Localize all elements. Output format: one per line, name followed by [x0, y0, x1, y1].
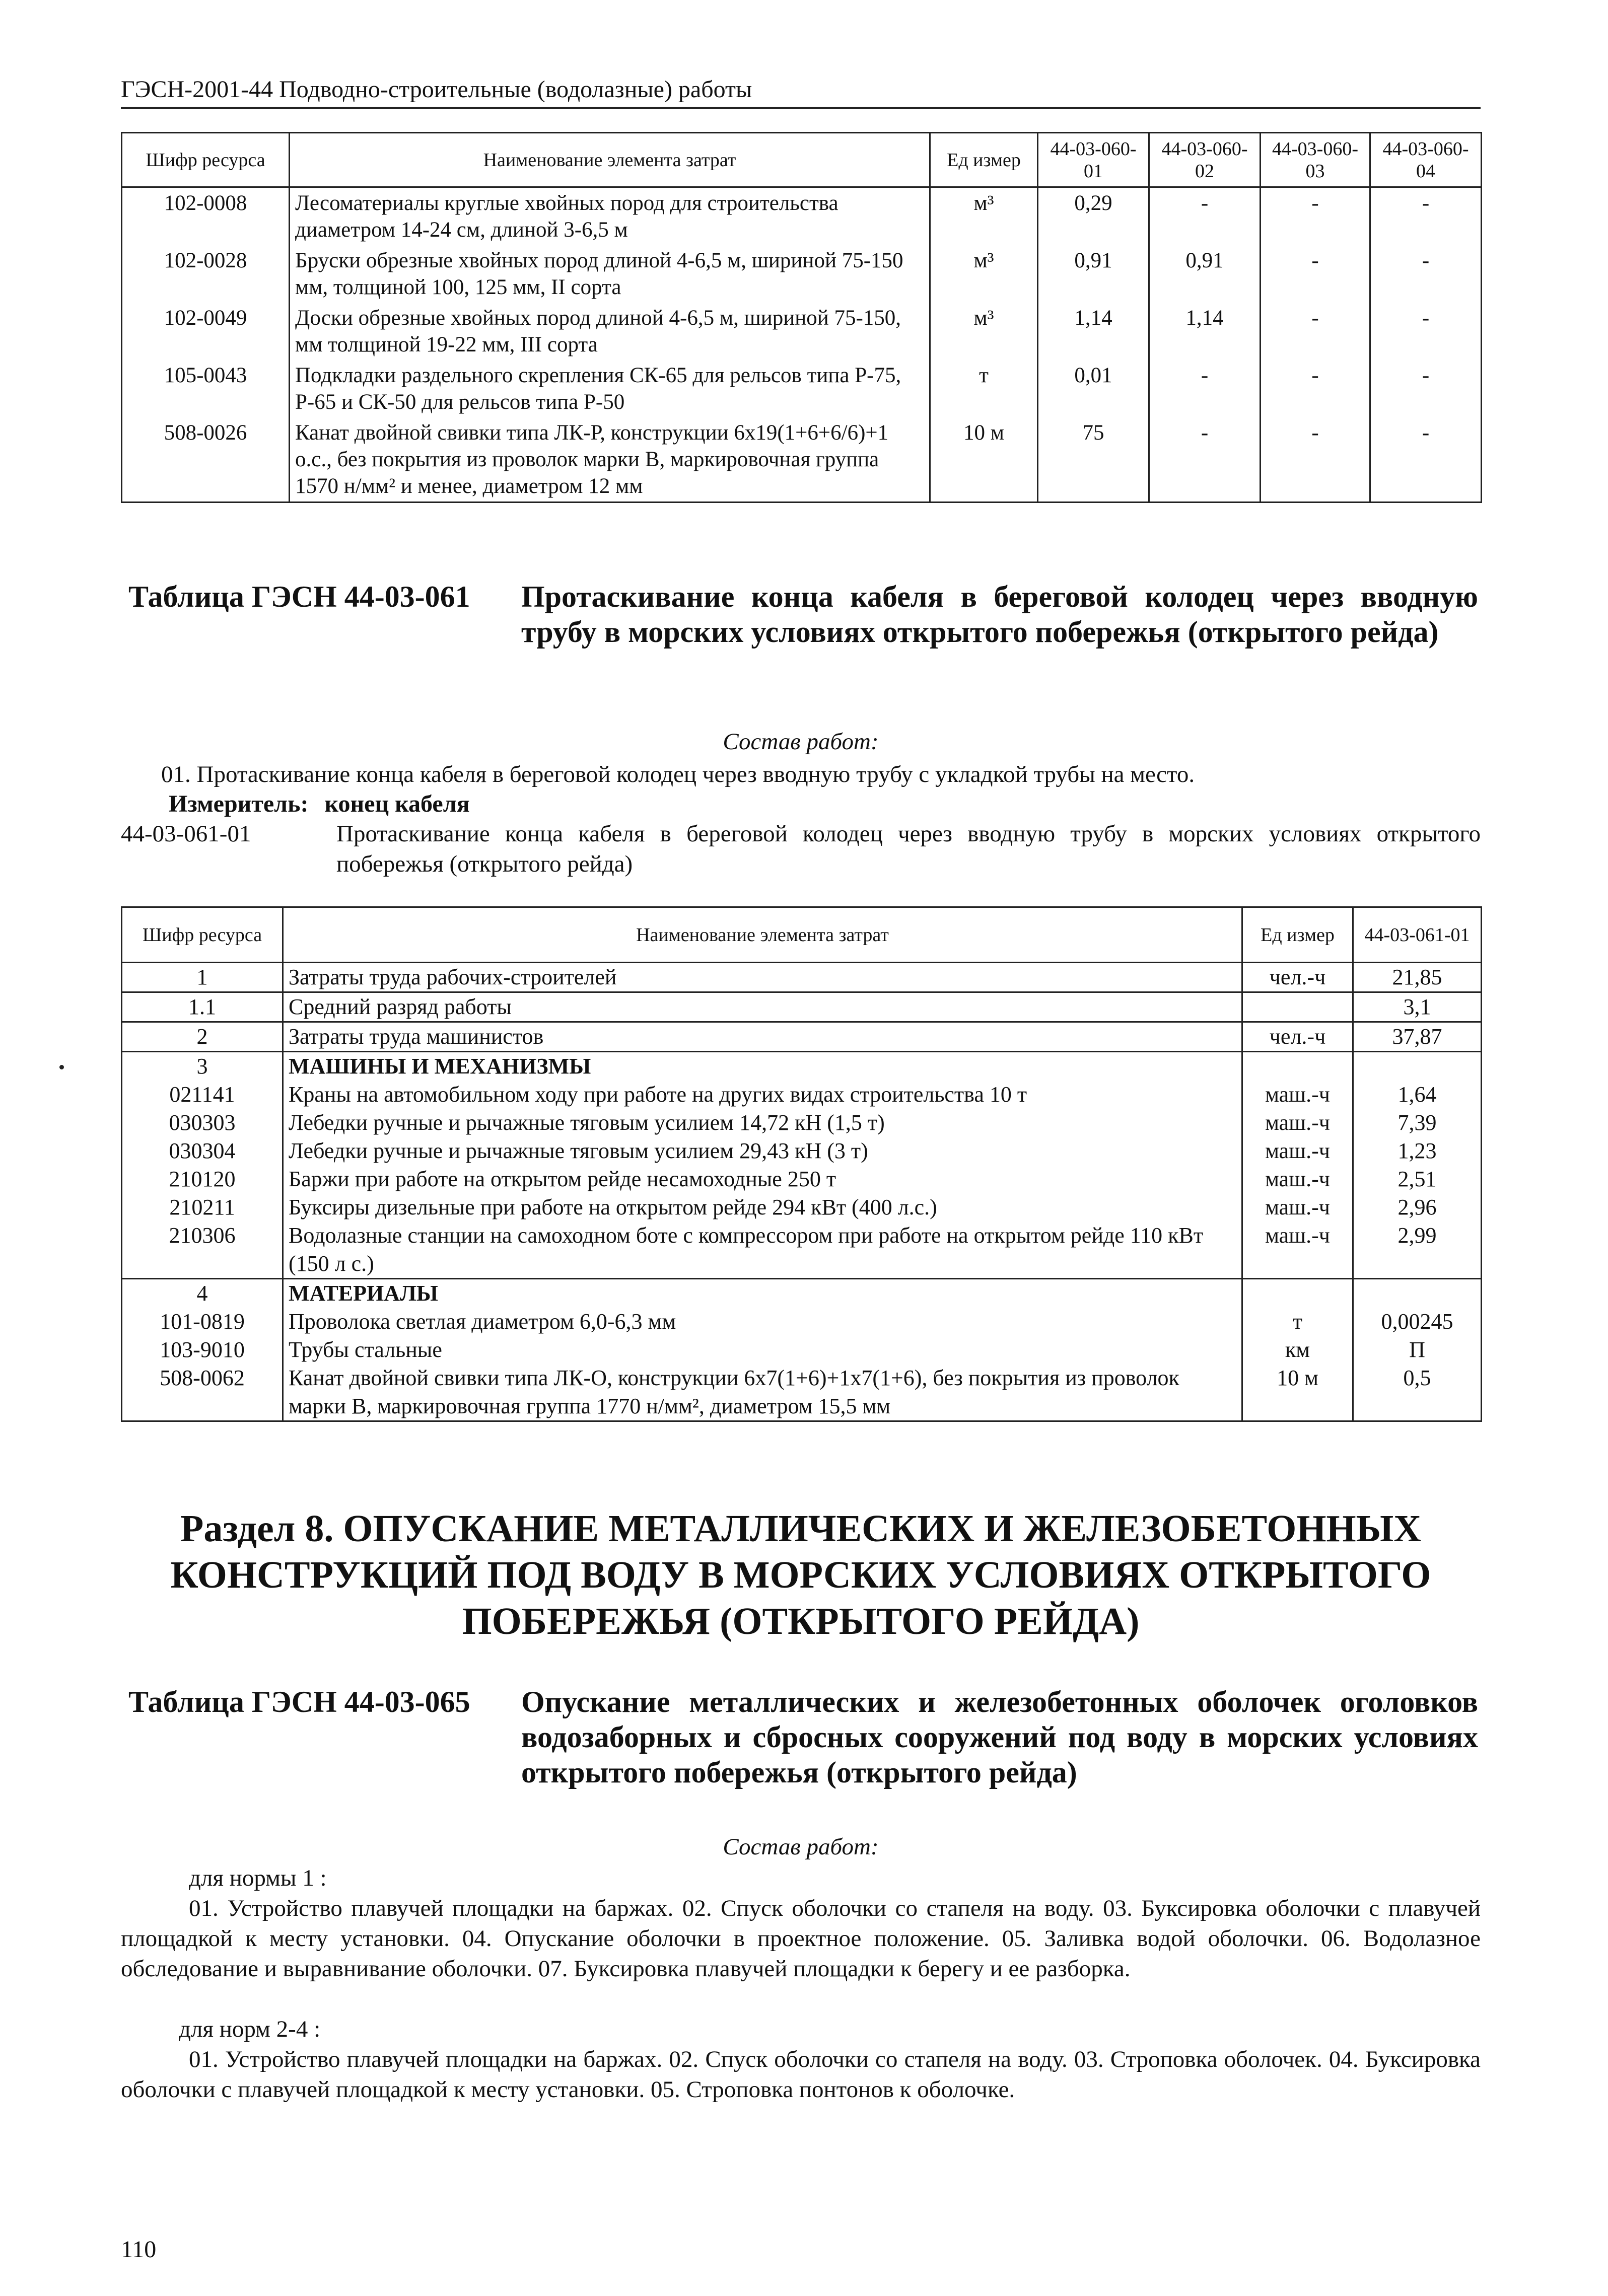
resource-unit — [1242, 1052, 1353, 1081]
meter-value: конец кабеля — [324, 791, 470, 817]
table-row — [122, 1109, 1482, 1137]
resource-unit: маш.-ч — [1242, 1081, 1353, 1109]
resource-value-1: 1,14 — [1038, 303, 1149, 360]
resource-name: Краны на автомобильном ходу при работе на других видах строительства 10 т — [283, 1081, 1242, 1109]
table-row — [122, 417, 1482, 503]
composition-heading-065: Состав работ: — [723, 1834, 879, 1860]
resource-code: 210120 — [122, 1165, 283, 1193]
resource-code: 021141 — [122, 1081, 283, 1109]
norm-description: Протаскивание конца кабеля в береговой колодец через вводную трубу в морских условиях открытого побережья (открытого рейда) — [336, 821, 1481, 877]
resource-value: 7,39 — [1353, 1109, 1482, 1137]
resource-table-060 — [121, 132, 1482, 503]
resource-value-1: 0,01 — [1038, 360, 1149, 417]
table-row — [122, 1308, 1482, 1336]
composition-text-061: 01. Протаскивание конца кабеля в береговой колодец через вводную трубу с укладкой трубы на место. — [161, 761, 1195, 787]
resource-name: Средний разряд работы — [283, 992, 1242, 1022]
table-row — [122, 360, 1482, 417]
resource-value: 3,1 — [1353, 992, 1482, 1022]
resource-value-3: - — [1261, 417, 1370, 503]
resource-unit: 10 м — [930, 417, 1038, 503]
resource-name: Лебедки ручные и рычажные тяговым усилием 14,72 кН (1,5 т) — [283, 1109, 1242, 1137]
norm-2-4-text: 01. Устройство плавучей площадки на баржах. 02. Спуск оболочки со стапеля на воду. 03. Строповка оболочек. 04. Буксировка оболочки с плавучей площадкой к месту установки. 05. Строповка понтонов к оболочке. — [121, 2046, 1481, 2103]
composition-heading-061: Состав работ: — [723, 729, 879, 755]
resource-value: П — [1353, 1336, 1482, 1364]
resource-group-name: МАШИНЫ И МЕХАНИЗМЫ — [283, 1052, 1242, 1081]
resource-code: 210306 — [122, 1222, 283, 1279]
resource-unit: м³ — [930, 245, 1038, 303]
resource-name: Подкладки раздельного скрепления СК-65 для рельсов типа Р-75, Р-65 и СК-50 для рельсов типа Р-50 — [290, 360, 930, 417]
resource-code: 101-0819 — [122, 1308, 283, 1336]
col-header-name: Наименование элемента затрат — [290, 133, 930, 187]
resource-code: 3 — [122, 1052, 283, 1081]
norm-1-label: для нормы 1 : — [189, 1865, 327, 1891]
table-row — [122, 1022, 1482, 1052]
col-header-code: Шифр ресурса — [122, 133, 290, 187]
resource-value-1: 75 — [1038, 417, 1149, 503]
resource-value-3: - — [1261, 187, 1370, 246]
resource-name: Доски обрезные хвойных пород длиной 4-6,5 м, шириной 75-150, мм толщиной 19-22 мм, III сорта — [290, 303, 930, 360]
resource-value-1: 0,29 — [1038, 187, 1149, 246]
resource-code: 103-9010 — [122, 1336, 283, 1364]
resource-name: Канат двойной свивки типа ЛК-О, конструкции 6х7(1+6)+1х7(1+6), без покрытия из проволок марки В, маркировочная группа 1770 н/мм², диаметром 15,5 мм — [283, 1364, 1242, 1421]
resource-code: 2 — [122, 1022, 283, 1052]
resource-unit: т — [1242, 1308, 1353, 1336]
resource-name: Трубы стальные — [283, 1336, 1242, 1364]
col-header-norm-2: 44-03-060-02 — [1149, 133, 1261, 187]
table-row — [122, 1081, 1482, 1109]
resource-table-061 — [121, 906, 1482, 1422]
resource-name: Буксиры дизельные при работе на открытом рейде 294 кВт (400 л.с.) — [283, 1193, 1242, 1222]
table-row — [122, 1279, 1482, 1308]
table-061-heading — [128, 579, 1478, 695]
resource-value-4: - — [1370, 245, 1482, 303]
table-065-label: Таблица ГЭСН 44-03-065 — [128, 1685, 470, 1718]
resource-value: 1,23 — [1353, 1137, 1482, 1165]
resource-unit: 10 м — [1242, 1364, 1353, 1421]
resource-name: Канат двойной свивки типа ЛК-Р, конструкции 6х19(1+6+6/6)+1 о.с., без покрытия из проволок марки В, маркировочная группа 1570 н/мм² и менее, диаметром 12 мм — [290, 417, 930, 503]
table-row — [122, 1336, 1482, 1364]
resource-name: Затраты труда машинистов — [283, 1022, 1242, 1052]
resource-value-3: - — [1261, 245, 1370, 303]
resource-code: 102-0028 — [122, 245, 290, 303]
meter-line — [169, 789, 773, 819]
page-number: 110 — [121, 2236, 157, 2263]
table-row — [122, 1052, 1482, 1081]
table-row — [122, 1193, 1482, 1222]
resource-value — [1353, 1279, 1482, 1308]
resource-value: 0,5 — [1353, 1364, 1482, 1421]
table-061-title: Протаскивание конца кабеля в береговой колодец через вводную трубу в морских условиях открытого побережья (открытого рейда) — [521, 580, 1478, 649]
resource-unit: чел.-ч — [1242, 1022, 1353, 1052]
section-8-line-1: Раздел 8. ОПУСКАНИЕ МЕТАЛЛИЧЕСКИХ И ЖЕЛЕЗОБЕТОННЫХ — [180, 1508, 1422, 1550]
col-header-norm: 44-03-061-01 — [1353, 907, 1482, 963]
col-header-unit: Ед измер — [1242, 907, 1353, 963]
running-header: ГЭСН-2001-44 Подводно-строительные (водолазные) работы — [121, 76, 752, 103]
resource-group-name: МАТЕРИАЛЫ — [283, 1279, 1242, 1308]
resource-value-2: - — [1149, 187, 1261, 246]
resource-value: 2,99 — [1353, 1222, 1482, 1279]
resource-name: Затраты труда рабочих-строителей — [283, 963, 1242, 992]
resource-code: 102-0008 — [122, 187, 290, 246]
resource-value-3: - — [1261, 303, 1370, 360]
resource-name: Лебедки ручные и рычажные тяговым усилием 29,43 кН (3 т) — [283, 1137, 1242, 1165]
resource-value-2: - — [1149, 417, 1261, 503]
col-header-name: Наименование элемента затрат — [283, 907, 1242, 963]
resource-value: 37,87 — [1353, 1022, 1482, 1052]
table-row — [122, 245, 1482, 303]
resource-unit: чел.-ч — [1242, 963, 1353, 992]
table-065-heading — [128, 1684, 1478, 1800]
resource-value: 21,85 — [1353, 963, 1482, 992]
stray-dot — [59, 1065, 64, 1069]
resource-value-2: 1,14 — [1149, 303, 1261, 360]
resource-value: 0,00245 — [1353, 1308, 1482, 1336]
resource-value: 2,51 — [1353, 1165, 1482, 1193]
meter-label: Измеритель: — [169, 791, 309, 817]
table-row — [122, 1137, 1482, 1165]
header-rule — [121, 107, 1481, 109]
table-row — [122, 303, 1482, 360]
table-row — [122, 992, 1482, 1022]
col-header-code: Шифр ресурса — [122, 907, 283, 963]
table-065-title: Опускание металлических и железобетонных оболочек оголовков водозаборных и сбросных сооружений под воду в морских условиях открытого побережья (открытого рейда) — [521, 1685, 1478, 1789]
col-header-norm-1: 44-03-060-01 — [1038, 133, 1149, 187]
norm-2-4-label: для норм 2-4 : — [179, 2016, 321, 2042]
resource-value-3: - — [1261, 360, 1370, 417]
col-header-norm-4: 44-03-060-04 — [1370, 133, 1482, 187]
resource-value: 1,64 — [1353, 1081, 1482, 1109]
resource-unit: м³ — [930, 303, 1038, 360]
resource-name: Водолазные станции на самоходном боте с компрессором при работе на открытом рейде 110 кВт (150 л с.) — [283, 1222, 1242, 1279]
resource-value — [1353, 1052, 1482, 1081]
resource-value-2: - — [1149, 360, 1261, 417]
resource-unit — [1242, 1279, 1353, 1308]
resource-name: Лесоматериалы круглые хвойных пород для строительства диаметром 14-24 см, длиной 3-6,5 м — [290, 187, 930, 246]
resource-unit: т — [930, 360, 1038, 417]
resource-value-4: - — [1370, 303, 1482, 360]
resource-unit: маш.-ч — [1242, 1165, 1353, 1193]
table-row — [122, 963, 1482, 992]
resource-code: 4 — [122, 1279, 283, 1308]
resource-value-1: 0,91 — [1038, 245, 1149, 303]
table-061-label: Таблица ГЭСН 44-03-061 — [128, 580, 470, 613]
resource-unit — [1242, 992, 1353, 1022]
resource-value: 2,96 — [1353, 1193, 1482, 1222]
resource-unit: км — [1242, 1336, 1353, 1364]
resource-value-2: 0,91 — [1149, 245, 1261, 303]
resource-code: 508-0026 — [122, 417, 290, 503]
table-row — [122, 187, 1482, 246]
resource-name: Баржи при работе на открытом рейде несамоходные 250 т — [283, 1165, 1242, 1193]
resource-code: 030303 — [122, 1109, 283, 1137]
resource-code: 102-0049 — [122, 303, 290, 360]
resource-code: 1.1 — [122, 992, 283, 1022]
norm-code: 44-03-061-01 — [121, 821, 251, 847]
resource-name: Бруски обрезные хвойных пород длиной 4-6,5 м, шириной 75-150 мм, толщиной 100, 125 мм, II сорта — [290, 245, 930, 303]
resource-name: Проволока светлая диаметром 6,0-6,3 мм — [283, 1308, 1242, 1336]
resource-unit: маш.-ч — [1242, 1193, 1353, 1222]
resource-code: 1 — [122, 963, 283, 992]
norm-1-text: 01. Устройство плавучей площадки на баржах. 02. Спуск оболочки со стапеля на воду. 03. Буксировка оболочки с плавучей площадкой к месту установки. 04. Опускание оболочки в проектное положение. 05. Заливка водой оболочки. 06. Водолазное обследование и выравнивание оболочки. 07. Буксировка плавучей площадки к берегу и ее разборка. — [121, 1895, 1481, 1982]
resource-value-4: - — [1370, 417, 1482, 503]
resource-unit: м³ — [930, 187, 1038, 246]
section-8-line-2: КОНСТРУКЦИЙ ПОД ВОДУ В МОРСКИХ УСЛОВИЯХ ОТКРЫТОГО — [170, 1554, 1431, 1596]
resource-unit: маш.-ч — [1242, 1137, 1353, 1165]
resource-code: 105-0043 — [122, 360, 290, 417]
col-header-norm-3: 44-03-060-03 — [1261, 133, 1370, 187]
resource-code: 210211 — [122, 1193, 283, 1222]
resource-value-4: - — [1370, 360, 1482, 417]
resource-value-4: - — [1370, 187, 1482, 246]
table-row — [122, 1364, 1482, 1421]
col-header-unit: Ед измер — [930, 133, 1038, 187]
table-row — [122, 1165, 1482, 1193]
resource-code: 030304 — [122, 1137, 283, 1165]
resource-unit: маш.-ч — [1242, 1109, 1353, 1137]
resource-unit: маш.-ч — [1242, 1222, 1353, 1279]
table-row — [122, 1222, 1482, 1279]
section-8-line-3: ПОБЕРЕЖЬЯ (ОТКРЫТОГО РЕЙДА) — [462, 1600, 1140, 1642]
resource-code: 508-0062 — [122, 1364, 283, 1421]
